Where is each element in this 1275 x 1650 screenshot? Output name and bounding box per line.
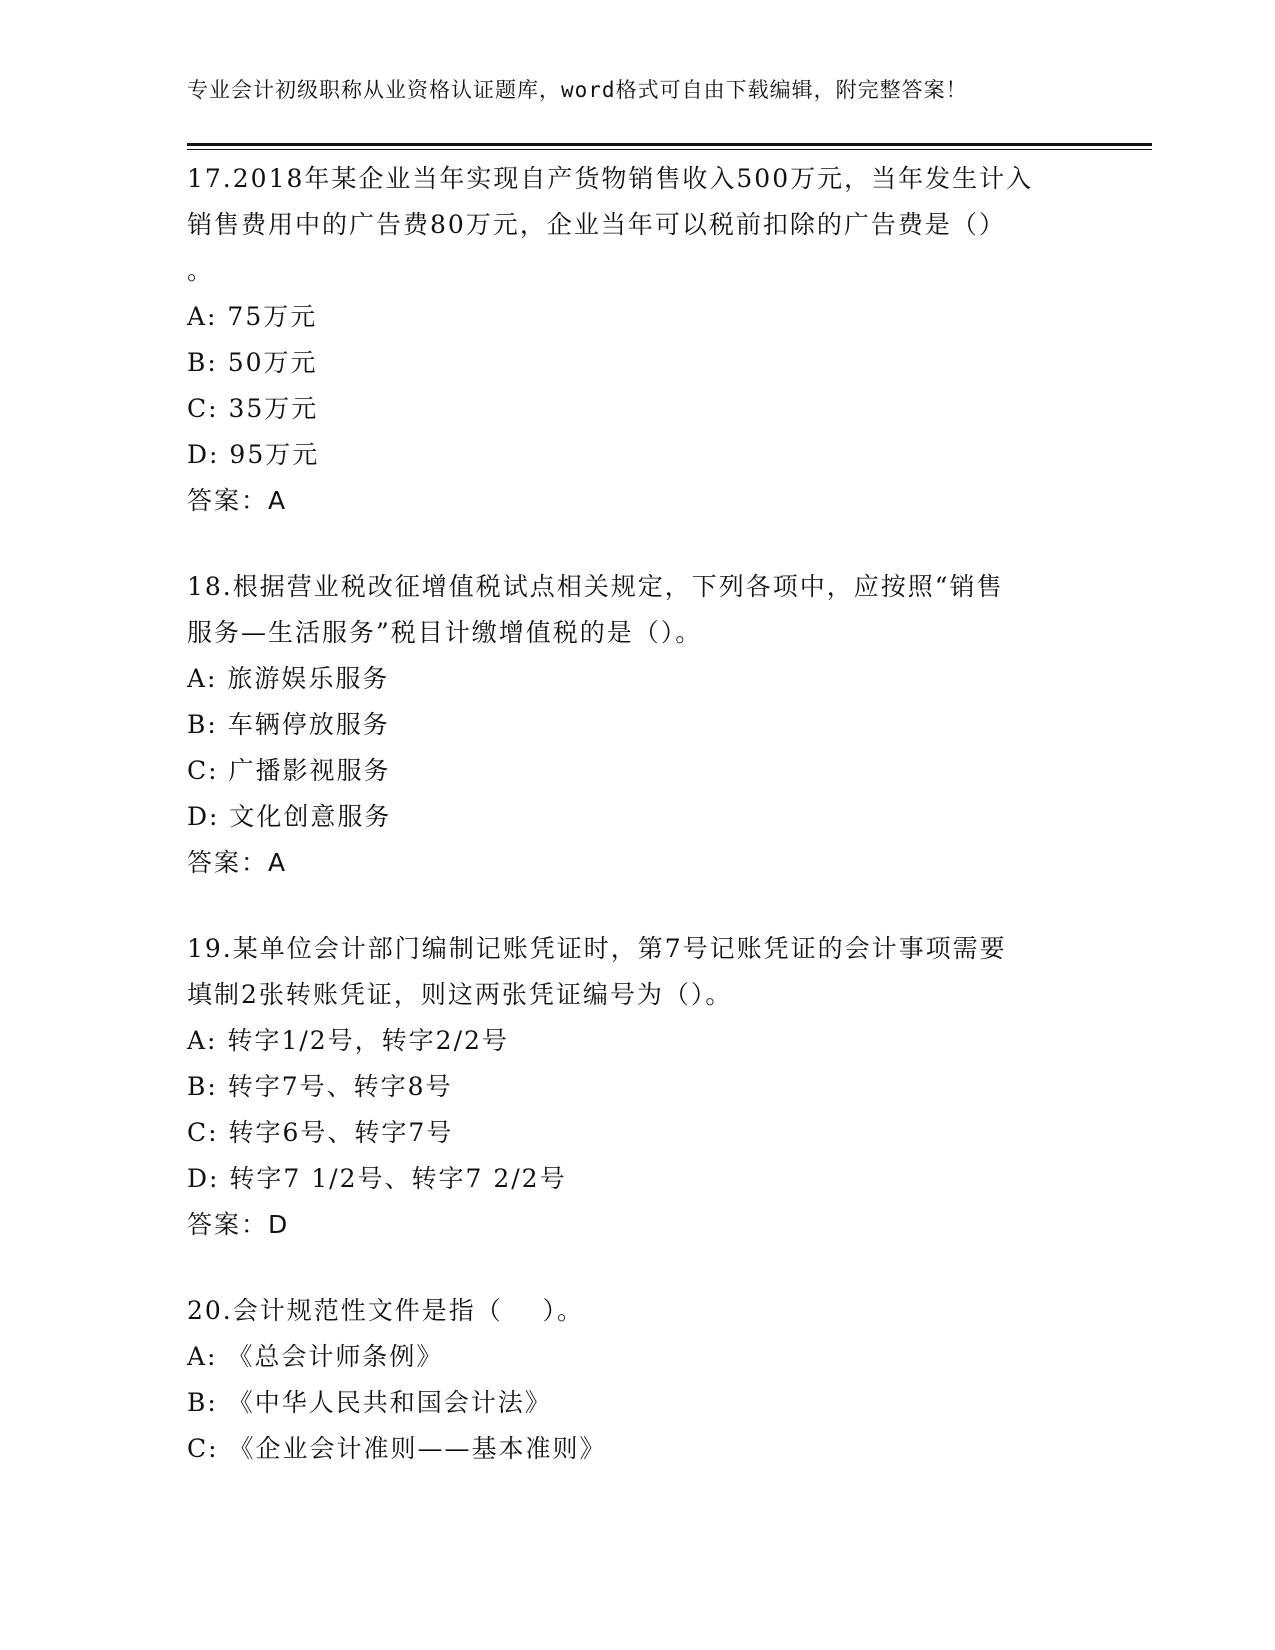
header-rule-thick xyxy=(187,143,1152,146)
answer: 答案：A xyxy=(187,486,288,515)
option-a: A: 旅游娱乐服务 xyxy=(187,664,390,693)
option-c: C: 35万元 xyxy=(187,394,319,423)
answer: 答案：D xyxy=(187,1210,290,1239)
question-stem: 20.会计规范性文件是指（ ）。 xyxy=(187,1296,585,1325)
option-d: D: 文化创意服务 xyxy=(187,802,392,831)
question-stem: 18.根据营业税改征增值税试点相关规定，下列各项中，应按照“销售 服务—生活服务”税目计缴增值税的是（）。 xyxy=(187,572,1004,647)
option-d: D: 转字7 1/2号、转字7 2/2号 xyxy=(187,1164,567,1193)
option-b: B: 转字7号、转字8号 xyxy=(187,1072,453,1101)
option-b: B: 50万元 xyxy=(187,348,318,377)
header-rule-thin xyxy=(187,149,1152,150)
question-20 xyxy=(187,1288,1087,1472)
answer: 答案：A xyxy=(187,848,288,877)
question-list xyxy=(187,156,1087,1512)
option-a: A: 转字1/2号，转字2/2号 xyxy=(187,1026,509,1055)
question-stem: 17.2018年某企业当年实现自产货物销售收入500万元，当年发生计入 销售费用中的广告费80万元，企业当年可以税前扣除的广告费是（） 。 xyxy=(187,164,1034,285)
question-stem: 19.某单位会计部门编制记账凭证时，第7号记账凭证的会计事项需要 填制2张转账凭证，则这两张凭证编号为（）。 xyxy=(187,934,1007,1009)
option-c: C: 《企业会计准则——基本准则》 xyxy=(187,1434,607,1463)
option-a: A: 《总会计师条例》 xyxy=(187,1342,444,1371)
option-c: C: 转字6号、转字7号 xyxy=(187,1118,454,1147)
question-18 xyxy=(187,564,1087,886)
question-17 xyxy=(187,156,1087,524)
option-d: D: 95万元 xyxy=(187,440,320,469)
page-header: 专业会计初级职称从业资格认证题库，word格式可自由下载编辑，附完整答案！ xyxy=(187,78,968,102)
option-a: A: 75万元 xyxy=(187,302,318,331)
option-b: B: 车辆停放服务 xyxy=(187,710,390,739)
option-c: C: 广播影视服务 xyxy=(187,756,391,785)
option-b: B: 《中华人民共和国会计法》 xyxy=(187,1388,552,1417)
question-19 xyxy=(187,926,1087,1248)
